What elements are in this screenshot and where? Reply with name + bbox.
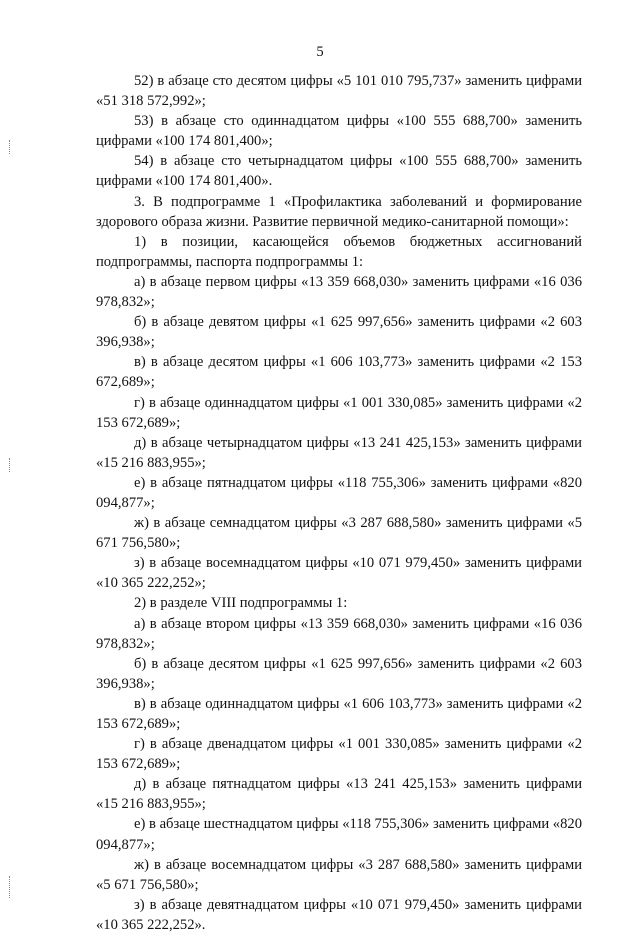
- margin-tick-mark: [9, 876, 10, 898]
- item-1-g: г) в абзаце одиннадцатом цифры «1 001 330,085» заменить цифрами «2 153 672,689»;: [96, 394, 582, 431]
- page-number: 5: [316, 44, 324, 60]
- paragraph-52: 52) в абзаце сто десятом цифры «5 101 010 795,737» заменить цифрами «51 318 572,992»;: [96, 73, 582, 110]
- item-1-d: д) в абзаце четырнадцатом цифры «13 241 425,153» заменить цифрами «15 216 883,955»;: [96, 434, 582, 471]
- margin-tick-mark: [9, 458, 10, 472]
- item-2-b: б) в абзаце десятом цифры «1 625 997,656» заменить цифрами «2 603 396,938»;: [96, 655, 582, 692]
- item-2-e: е) в абзаце шестнадцатом цифры «118 755,306» заменить цифрами «820 094,877»;: [96, 816, 582, 853]
- item-1-zh: ж) в абзаце семнадцатом цифры «3 287 688,580» заменить цифрами «5 671 756,580»;: [96, 515, 582, 552]
- item-1-a: а) в абзаце первом цифры «13 359 668,030» заменить цифрами «16 036 978,832»;: [96, 273, 582, 311]
- item-2-g: г) в абзаце двенадцатом цифры «1 001 330,085» заменить цифрами «2 153 672,689»;: [96, 736, 582, 773]
- document-body: [96, 71, 582, 935]
- item-1-v: в) в абзаце десятом цифры «1 606 103,773» заменить цифрами «2 153 672,689»;: [96, 354, 582, 391]
- item-2-section-viii: 2) в разделе VIII подпрограммы 1:: [134, 595, 348, 612]
- item-1-b: б) в абзаце девятом цифры «1 625 997,656» заменить цифрами «2 603 396,938»;: [96, 314, 582, 351]
- item-2-d: д) в абзаце пятнадцатом цифры «13 241 425,153» заменить цифрами «15 216 883,955»;: [96, 776, 582, 813]
- item-2-zh: ж) в абзаце восемнадцатом цифры «3 287 688,580» заменить цифрами «5 671 756,580»;: [96, 856, 582, 893]
- margin-tick-mark: [9, 140, 10, 154]
- item-2-z: з) в абзаце девятнадцатом цифры «10 071 979,450» заменить цифрами «10 365 222,252».: [96, 896, 582, 933]
- item-1-z: з) в абзаце восемнадцатом цифры «10 071 979,450» заменить цифрами «10 365 222,252»;: [96, 555, 582, 592]
- item-2-a: а) в абзаце втором цифры «13 359 668,030» заменить цифрами «16 036 978,832»;: [96, 615, 582, 652]
- item-1-e: е) в абзаце пятнадцатом цифры «118 755,306» заменить цифрами «820 094,877»;: [96, 474, 582, 511]
- paragraph-54: 54) в абзаце сто четырнадцатом цифры «100 555 688,700» заменить цифрами «100 174 801,400».: [96, 153, 582, 190]
- section-3-heading: 3. В подпрограмме 1 «Профилактика заболеваний и формирование здорового образа жизни. Развитие первичной медико-санитарной помощи»:: [96, 193, 582, 230]
- item-1-passport: 1) в позиции, касающейся объемов бюджетных ассигнований подпрограммы, паспорта подпрограммы 1:: [96, 233, 582, 270]
- paragraph-53: 53) в абзаце сто одиннадцатом цифры «100 555 688,700» заменить цифрами «100 174 801,400»;: [96, 113, 582, 150]
- item-2-v: в) в абзаце одиннадцатом цифры «1 606 103,773» заменить цифрами «2 153 672,689»;: [96, 695, 582, 732]
